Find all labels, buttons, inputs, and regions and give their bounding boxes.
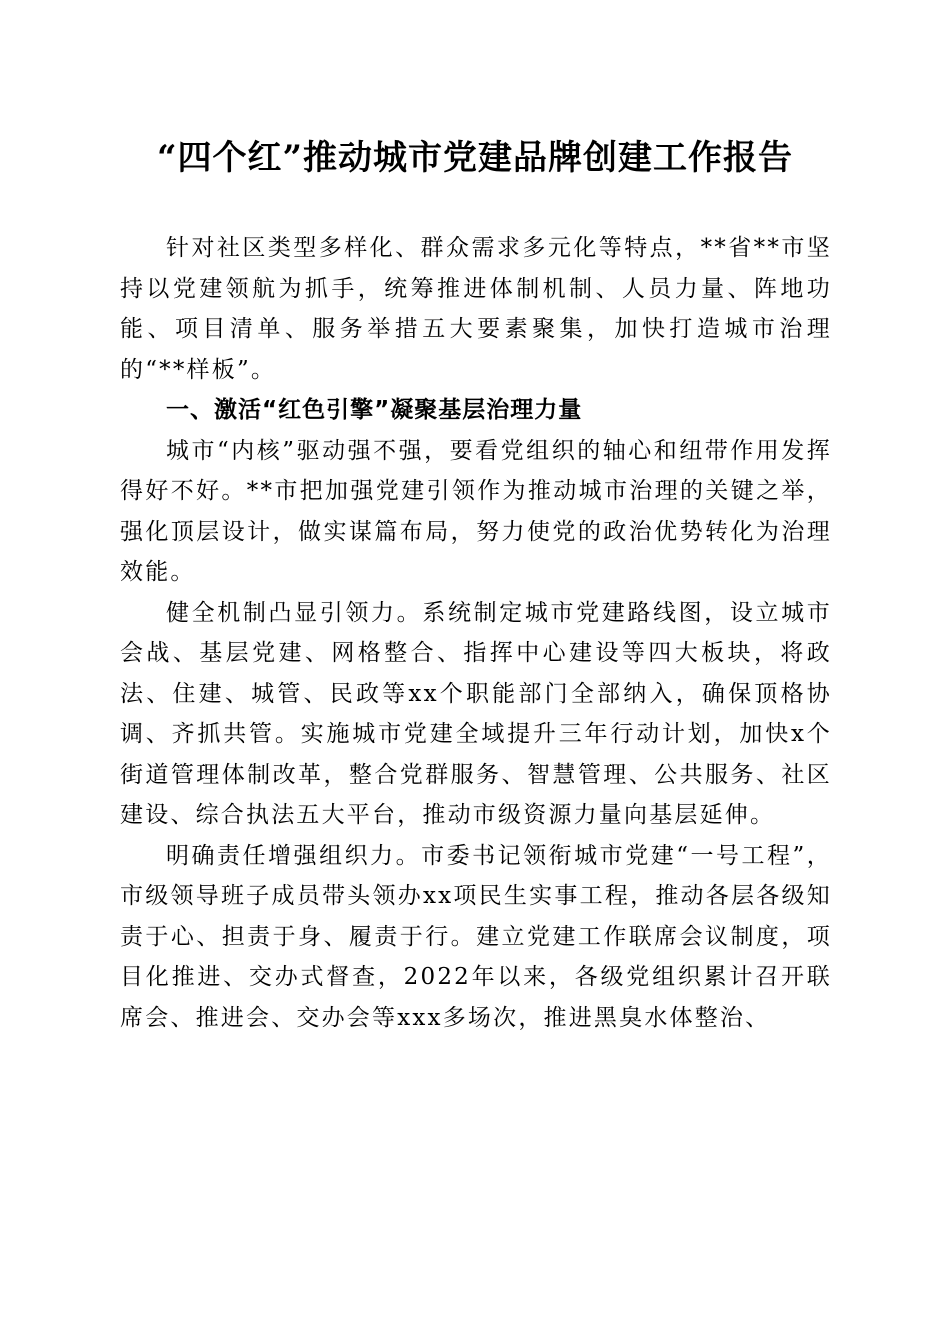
body-paragraph: 明确责任增强组织力。市委书记领衔城市党建“一号工程”，市级领导班子成员带头领办xx项民生实事工程，推动各层各级知责于心、担责于身、履责于行。建立党建工作联席会议制度，项目化推进、交办式督查，2022年以来，各级党组织累计召开联席会、推进会、交办会等xxx多场次，推进黑臭水体整治、 [120,842,832,1031]
body-paragraph: 城市“内核”驱动强不强，要看党组织的轴心和纽带作用发挥得好不好。**市把加强党建引领作为推动城市治理的关键之举，强化顶层设计，做实谋篇布局，努力使党的政治优势转化为治理效能。 [120,437,832,585]
document-title: “四个红”推动城市党建品牌创建工作报告 [156,138,794,178]
intro-paragraph: 针对社区类型多样化、群众需求多元化等特点，**省**市坚持以党建领航为抓手，统筹推进体制机制、人员力量、阵地功能、项目清单、服务举措五大要素聚集，加快打造城市治理的“**样板”。 [120,235,832,383]
document-body [120,228,832,1038]
section-heading: 一、激活“红色引擎”凝聚基层治理力量 [166,397,583,423]
body-paragraph: 健全机制凸显引领力。系统制定城市党建路线图，设立城市会战、基层党建、网格整合、指挥中心建设等四大板块，将政法、住建、城管、民政等xx个职能部门全部纳入，确保顶格协调、齐抓共管。实施城市党建全域提升三年行动计划，加快x个街道管理体制改革，整合党群服务、智慧管理、公共服务、社区建设、综合执法五大平台，推动市级资源力量向基层延伸。 [120,599,832,828]
